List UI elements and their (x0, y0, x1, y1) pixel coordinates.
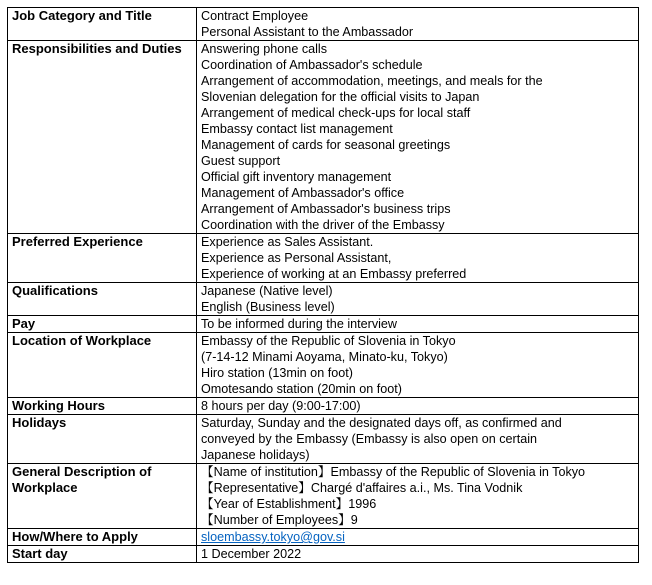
value-line: Personal Assistant to the Ambassador (201, 25, 414, 39)
value-line: Management of Ambassador's office (201, 186, 405, 200)
table-row-general-description (8, 464, 639, 529)
value-line: English (Business level) (201, 300, 335, 314)
row-label: Location of Workplace (8, 333, 197, 398)
row-label: Responsibilities and Duties (8, 41, 197, 234)
table-row-qualifications (8, 283, 639, 316)
value-line: (7-14-12 Minami Aoyama, Minato-ku, Tokyo) (201, 350, 448, 364)
value-line: conveyed by the Embassy (Embassy is also open on certain (201, 432, 538, 446)
row-label: Qualifications (8, 283, 197, 316)
value-line: 8 hours per day (9:00-17:00) (201, 399, 361, 413)
value-line: Official gift inventory management (201, 170, 392, 184)
row-value (197, 283, 639, 316)
row-label: Job Category and Title (8, 8, 197, 41)
value-line: Omotesando station (20min on foot) (201, 382, 402, 396)
row-value (197, 398, 639, 415)
value-line: To be informed during the interview (201, 317, 398, 331)
value-line: Experience as Sales Assistant. (201, 235, 374, 249)
value-line: Japanese (Native level) (201, 284, 333, 298)
value-line: Contract Employee (201, 9, 309, 23)
row-value (197, 316, 639, 333)
value-line: 【Number of Employees】9 (201, 513, 358, 527)
value-line: Arrangement of medical check-ups for local staff (201, 106, 471, 120)
apply-email-link[interactable]: sloembassy.tokyo@gov.si (201, 530, 345, 544)
row-label: How/Where to Apply (8, 529, 197, 546)
value-line: 1 December 2022 (201, 547, 302, 561)
table-row-pay (8, 316, 639, 333)
table-row-location (8, 333, 639, 398)
row-value (197, 529, 639, 546)
table-row-how-to-apply (8, 529, 639, 546)
table-row-working-hours (8, 398, 639, 415)
job-details-table (7, 7, 639, 563)
value-line: Embassy of the Republic of Slovenia in Tokyo (201, 334, 456, 348)
value-line: Coordination of Ambassador's schedule (201, 58, 423, 72)
row-label: Working Hours (8, 398, 197, 415)
row-label: Start day (8, 546, 197, 563)
value-line: Experience of working at an Embassy preferred (201, 267, 467, 281)
row-value (197, 464, 639, 529)
row-label: Pay (8, 316, 197, 333)
value-line: Guest support (201, 154, 281, 168)
value-line: Saturday, Sunday and the designated days off, as confirmed and (201, 416, 562, 430)
table-row-holidays (8, 415, 639, 464)
table-row-preferred-experience (8, 234, 639, 283)
row-value (197, 546, 639, 563)
value-line: Embassy contact list management (201, 122, 393, 136)
value-line: 【Name of institution】Embassy of the Republic of Slovenia in Tokyo (201, 465, 586, 479)
table-row-job-category (8, 8, 639, 41)
label-line: General Description of (12, 464, 152, 479)
row-value (197, 333, 639, 398)
value-line: 【Representative】Chargé d'affaires a.i., Ms. Tina Vodnik (201, 481, 523, 495)
value-line: Slovenian delegation for the official visits to Japan (201, 90, 480, 104)
row-label: Holidays (8, 415, 197, 464)
value-line: Coordination with the driver of the Embassy (201, 218, 445, 232)
row-value (197, 41, 639, 234)
value-line: Arrangement of accommodation, meetings, and meals for the (201, 74, 543, 88)
row-value (197, 8, 639, 41)
row-value (197, 415, 639, 464)
value-line: Management of cards for seasonal greetings (201, 138, 451, 152)
value-line: Answering phone calls (201, 42, 328, 56)
value-line: Experience as Personal Assistant, (201, 251, 392, 265)
row-label (8, 464, 197, 529)
row-value (197, 234, 639, 283)
value-line: 【Year of Establishment】1996 (201, 497, 377, 511)
value-line: Japanese holidays) (201, 448, 310, 462)
table-row-start-day (8, 546, 639, 563)
row-label: Preferred Experience (8, 234, 197, 283)
table-row-responsibilities (8, 41, 639, 234)
label-line: Workplace (12, 480, 78, 495)
value-line: Hiro station (13min on foot) (201, 366, 353, 380)
value-line: Arrangement of Ambassador's business trips (201, 202, 451, 216)
